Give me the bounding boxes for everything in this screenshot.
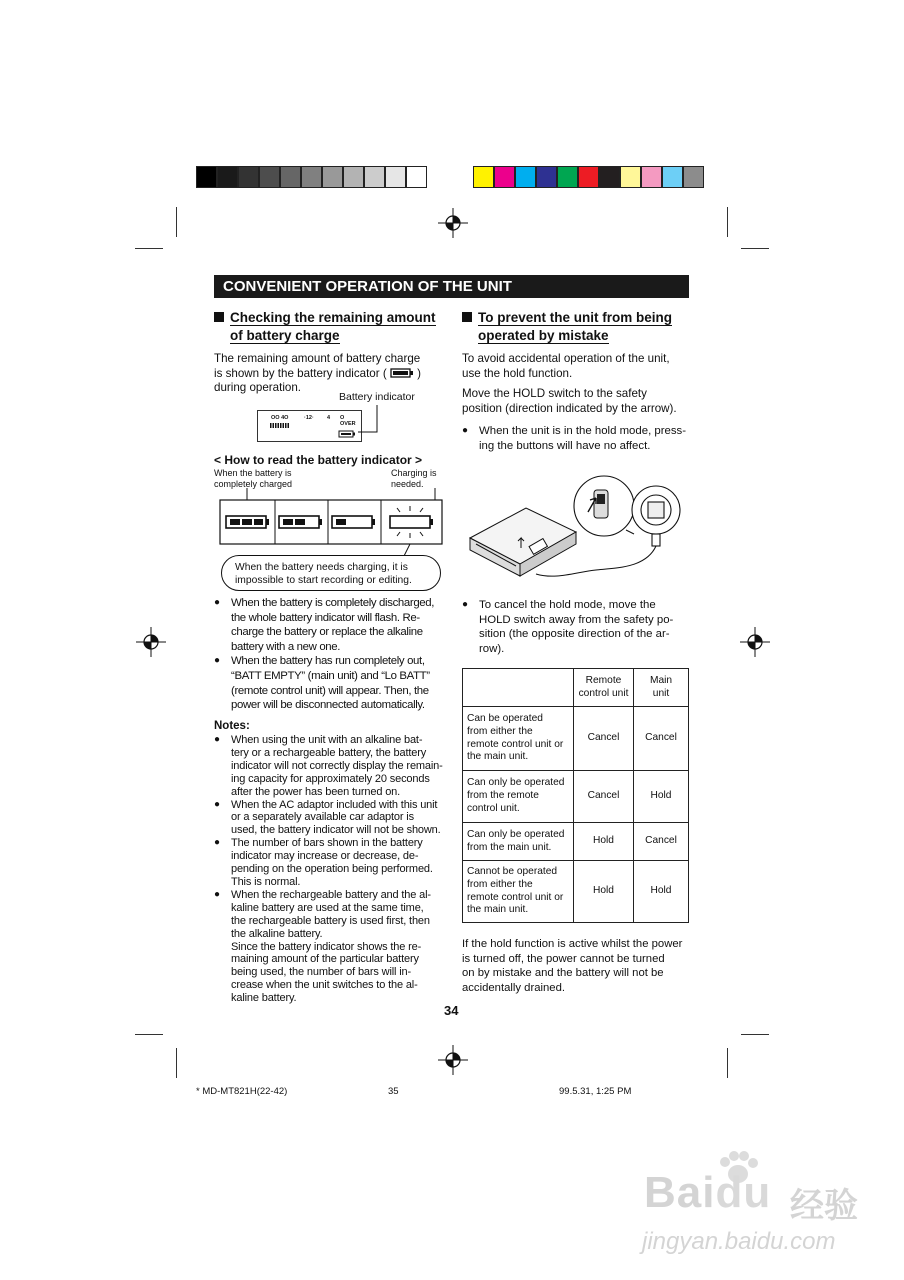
registration-target-icon xyxy=(136,627,166,657)
crop-mark xyxy=(727,1048,728,1078)
color-swatch xyxy=(301,166,322,188)
table-row: Cannot be operated from either the remote control unit or the main unit. Hold Hold xyxy=(463,861,689,923)
color-swatch xyxy=(662,166,683,188)
fully-charged-label: When the battery is completely charged xyxy=(214,468,293,489)
right-heading xyxy=(462,309,672,345)
table-row: Can be operated from either the remote control unit or the main unit. Cancel Cancel xyxy=(463,707,689,771)
battery-bullets xyxy=(214,596,446,713)
section-title-bar: CONVENIENT OPERATION OF THE UNIT xyxy=(214,275,689,298)
color-swatch xyxy=(217,166,238,188)
list-item: ● When the AC adaptor included with this unit or a separately available car adaptor is used, the battery indicator will not be shown. xyxy=(214,799,446,838)
color-swatch xyxy=(385,166,406,188)
indicator-pointer-line xyxy=(355,404,385,436)
color-swatch xyxy=(578,166,599,188)
crop-mark xyxy=(135,1034,163,1035)
lcd-display: OO 4O ·12· 4 O OVER xyxy=(257,410,362,442)
left-heading-line2: of battery charge xyxy=(230,328,340,343)
crop-mark xyxy=(741,1034,769,1035)
color-swatch xyxy=(259,166,280,188)
registration-target-icon xyxy=(438,1045,468,1075)
hold-bullet-2 xyxy=(462,598,692,656)
table-header-row xyxy=(463,669,689,707)
right-heading-line2: operated by mistake xyxy=(478,328,609,343)
crop-mark xyxy=(135,248,163,249)
lcd-level-meter xyxy=(270,423,290,428)
minidisc-hold-switch-illustration xyxy=(466,468,692,593)
battery-intro: The remaining amount of battery charge is shown by the battery indicator ( ) during operation. xyxy=(214,352,422,395)
table-row: Can only be operated from the remote control unit. Cancel Hold xyxy=(463,771,689,823)
charging-note-bubble: When the battery needs charging, it is impossible to start recording or editing. xyxy=(221,555,441,591)
hold-function-table xyxy=(462,668,689,923)
list-item: ● When the unit is in the hold mode, press- ing the buttons will have no affect. xyxy=(462,424,692,453)
registration-target-icon xyxy=(438,208,468,238)
color-swatch xyxy=(515,166,536,188)
list-item: ● When the battery has run completely out, “BATT EMPTY” (main unit) and “Lo BATT” (remote control unit) will appear. Then, the power will be disconnected automatically. xyxy=(214,654,446,712)
hold-bullet-1 xyxy=(462,424,692,453)
list-item: ● When the battery is completely discharged, the whole battery indicator will flash. Re- charge the battery or replace the alkaline battery with a new one. xyxy=(214,596,446,654)
list-item: ● When the rechargeable battery and the al- kaline battery are used at the same time, the rechargeable battery is used first, then the alkaline battery. Since the battery indicator shows the re- maining amount of the particular battery being used, the number of bars will in- crease when the unit switches to the al- kaline battery. xyxy=(214,889,446,1005)
color-swatch xyxy=(683,166,704,188)
remote-control-icon xyxy=(632,486,680,546)
crop-mark xyxy=(741,248,769,249)
battery-stages-diagram xyxy=(214,488,444,558)
color-swatch xyxy=(406,166,427,188)
table-header: Remote control unit xyxy=(574,669,634,707)
crop-mark xyxy=(176,207,177,237)
footer-timestamp: 99.5.31, 1:25 PM xyxy=(559,1086,632,1097)
list-item: ● The number of bars shown in the battery indicator may increase or decrease, de- pending on the operation being performed. This is normal. xyxy=(214,837,446,889)
left-heading-line1: Checking the remaining amount xyxy=(230,310,436,325)
color-calibration-bar xyxy=(473,166,704,188)
color-swatch xyxy=(343,166,364,188)
battery-icon xyxy=(390,368,414,378)
table-header: Main unit xyxy=(634,669,689,707)
list-item: ● To cancel the hold mode, move the HOLD switch away from the safety po- sition (the opposite direction of the ar- row). xyxy=(462,598,692,656)
color-swatch xyxy=(641,166,662,188)
crop-mark xyxy=(727,207,728,237)
color-swatch xyxy=(364,166,385,188)
color-swatch xyxy=(280,166,301,188)
registration-target-icon xyxy=(740,627,770,657)
battery-indicator-label: Battery indicator xyxy=(339,391,415,403)
color-swatch xyxy=(557,166,578,188)
color-swatch xyxy=(322,166,343,188)
baidu-watermark: Baidu 经验 jingyan.baidu.com xyxy=(640,1150,890,1260)
color-swatch xyxy=(238,166,259,188)
color-swatch xyxy=(196,166,217,188)
page-number: 34 xyxy=(444,1003,459,1018)
color-swatch xyxy=(599,166,620,188)
hold-intro: To avoid accidental operation of the unit, use the hold function. xyxy=(462,352,670,380)
footer-doc-id: * MD-MT821H(22-42) xyxy=(196,1086,288,1097)
color-swatch xyxy=(620,166,641,188)
left-heading xyxy=(214,309,436,345)
how-to-read-heading: < How to read the battery indicator > xyxy=(214,453,423,467)
notes-heading: Notes: xyxy=(214,720,250,732)
table-row: Can only be operated from the main unit. Hold Cancel xyxy=(463,823,689,861)
minidisc-player-icon xyxy=(470,508,576,576)
square-bullet-icon xyxy=(462,312,472,322)
footer-sheet-number: 35 xyxy=(388,1086,399,1097)
color-swatch xyxy=(473,166,494,188)
notes-list xyxy=(214,734,446,1005)
list-item: ● When using the unit with an alkaline bat- tery or a rechargeable battery, the battery indicator will not correctly display the remain- ing capacity for approximately 20 seconds after the power has been turned on. xyxy=(214,734,446,799)
color-swatch xyxy=(494,166,515,188)
charging-needed-label: Charging is needed. xyxy=(391,468,437,489)
lcd-battery-icon xyxy=(338,430,356,438)
crop-mark xyxy=(176,1048,177,1078)
right-heading-line1: To prevent the unit from being xyxy=(478,310,672,325)
hold-closing-paragraph: If the hold function is active whilst the power is turned off, the power cannot be turned on by mistake and the battery will not be accidentally drained. xyxy=(462,938,683,994)
square-bullet-icon xyxy=(214,312,224,322)
color-swatch xyxy=(536,166,557,188)
hold-instruction: Move the HOLD switch to the safety position (direction indicated by the arrow). xyxy=(462,387,677,415)
gray-calibration-bar xyxy=(196,166,427,188)
